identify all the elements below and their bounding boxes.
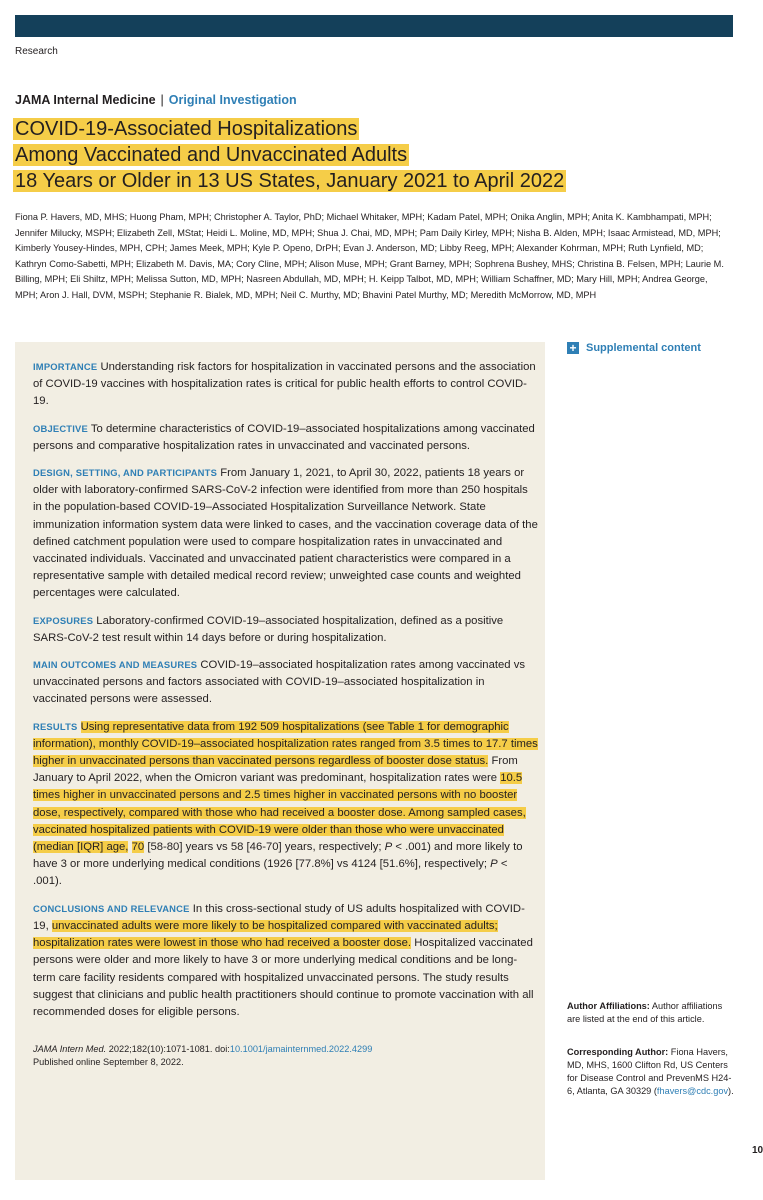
abstract-text: In this cross-sectional study of US adults hospitalized with COVID-19, xyxy=(33,902,525,932)
citation xyxy=(33,1043,538,1069)
journal-header-bar xyxy=(15,15,733,37)
p-value-symbol: P xyxy=(490,858,498,871)
section-label: Research xyxy=(15,46,58,57)
abstract-heading: CONCLUSIONS AND RELEVANCE xyxy=(33,902,190,914)
abstract-text: COVID-19–associated hospitalization rates among vaccinated vs unvaccinated persons and factors associated with COVID-19–associated hospitalization in vaccinated persons were assessed. xyxy=(33,659,526,706)
abstract-heading: EXPOSURES xyxy=(33,614,94,626)
plus-icon: + xyxy=(567,342,579,354)
abstract-text: Laboratory-confirmed COVID-19–associated hospitalization, defined as a positive SARS-CoV-2 test result within 14 days before or during hospitalization. xyxy=(33,614,504,644)
title-line xyxy=(13,168,566,194)
p-value-symbol: P xyxy=(384,841,393,854)
email-close: ). xyxy=(728,1086,734,1096)
page-number: 10 xyxy=(752,1145,763,1156)
highlighted-text: Using representative data from 192 509 hospitalizations (see Table 1 for demographic information), monthly COVID-19–associated hospitalization rates ranged from 3.5 times to 17.7 times higher in unvaccinated persons than vaccinated persons regardless of booster dose status. xyxy=(33,720,538,768)
abstract-heading: RESULTS xyxy=(33,720,78,732)
highlighted-text: 70 xyxy=(131,841,145,854)
corresponding-author xyxy=(567,1046,737,1098)
supplemental-content-link[interactable] xyxy=(567,342,701,354)
abstract-design xyxy=(33,464,538,603)
article-title xyxy=(13,116,566,194)
affiliations-text: Author affiliations are listed at the end of this article. xyxy=(567,1001,723,1024)
published-date: Published online September 8, 2022. xyxy=(33,1057,184,1068)
corresponding-label: Corresponding Author: xyxy=(567,1047,669,1057)
abstract-text: From January 1, 2021, to April 30, 2022, patients 18 years or older with laboratory-confirmed SARS-CoV-2 infection were identified from more than 250 hospitals in the population-based COVID-19–Associated Hospitalization Surveillance Network. State immunization information system data were linked to cases, and the vaccination coverage data of the defined catchment population were used to compare hospitalization rates in unvaccinated and vaccinated individuals. Vaccinated and unvaccinated patient characteristics were compared in a representative sample with detailed medical record review; unweighted case counts and weighted percentages were calculated. xyxy=(33,467,538,600)
abstract-text: To determine characteristics of COVID-19–associated hospitalizations among vaccinated persons and comparative hospitalization rates in unvaccinated and vaccinated persons. xyxy=(33,422,535,452)
title-line-text: Among Vaccinated and Unvaccinated Adults xyxy=(15,144,408,166)
abstract-results xyxy=(33,718,538,891)
corresponding-text: Fiona Havers, MD, MHS, 1600 Clifton Rd, US Centers for Disease Control and PrevenMS H24-6, Atlanta, GA 30329 xyxy=(567,1047,732,1096)
abstract-heading: OBJECTIVE xyxy=(33,422,88,434)
abstract-heading: IMPORTANCE xyxy=(33,361,98,372)
journal-separator: | xyxy=(160,93,164,107)
abstract-importance xyxy=(33,358,538,411)
author-list: Fiona P. Havers, MD, MHS; Huong Pham, MPH; Christopher A. Taylor, PhD; Michael Whitaker, MPH; Kadam Patel, MPH; Onika Anglin, MPH; Anita K. Kambhampati, MPH; Jennifer Milucky, MSPH; Elizabeth Zell, MStat; Heidi L. Moline, MD, MPH; Shua J. Chai, MD, MPH; Pam Daily Kirley, MPH; Nisha B. Alden, MPH; Isaac Armistead, MD, MPH; Kimberly Yousey-Hindes, MPH, CPH; James Meek, MPH; Kyle P. Openo, DrPH; Evan J. Anderson, MD; Libby Reeg, MPH; Alexander Kohrman, MPH; Ruth Lynfield, MD; Kathryn Como-Sabetti, MPH; Elizabeth M. Davis, MA; Cory Cline, MPH; Alison Muse, MPH; Grant Barney, MPH; Sophrena Bushey, MHS; Christina B. Felsen, MPH; Laurie M. Billing, MPH; Eli Shiltz, MPH; Melissa Sutton, MD, MPH; Nasreen Abdullah, MD, MPH; H. Keipp Talbot, MD, MPH; William Schaffner, MD; Mary Hill, MPH; Andrea George, MPH; Aron J. Hall, DVM, MSPH; Stephanie R. Bialek, MD, MPH; Neil C. Murthy, MD; Bhavini Patel Murthy, MD; Meredith McMorrow, MD, MPH xyxy=(15,212,724,300)
journal-name: JAMA Internal Medicine xyxy=(15,93,156,107)
abstract-content xyxy=(33,358,538,1069)
title-line-text: COVID-19-Associated Hospitalizations xyxy=(15,118,358,140)
email-link[interactable]: fhavers@cdc.gov xyxy=(656,1086,729,1096)
abstract-text: < .001). xyxy=(33,858,508,888)
abstract-text: [58-80] years vs 58 [46-70] years, respectively; xyxy=(147,841,382,854)
abstract-text: From January to April 2022, when the Omicron variant was predominant, hospitalization rates were xyxy=(33,755,518,785)
abstract-exposures xyxy=(33,612,538,647)
abstract-outcomes xyxy=(33,656,538,709)
doi-link[interactable]: 10.1001/jamainternmed.2022.4299 xyxy=(229,1044,373,1055)
title-line-text: 18 Years or Older in 13 US States, January 2021 to April 2022 xyxy=(15,170,565,192)
abstract-box xyxy=(15,342,545,1180)
citation-journal: JAMA Intern Med. xyxy=(33,1044,107,1055)
supplemental-label: Supplemental content xyxy=(586,342,701,354)
abstract-text: < .001) and more likely to have 3 or more underlying medical conditions (1926 [77.8%] vs 4124 [51.6%], respectively; xyxy=(33,841,523,871)
email-open: ( xyxy=(653,1086,657,1096)
citation-line xyxy=(33,1043,538,1056)
highlighted-text: unvaccinated adults were more likely to be hospitalized compared with vaccinated adults; hospitalization rates were lowest in those who had received a booster dose. xyxy=(33,919,498,950)
article-type: Original Investigation xyxy=(168,93,297,107)
abstract-heading: DESIGN, SETTING, AND PARTICIPANTS xyxy=(33,467,218,479)
abstract-objective xyxy=(33,420,538,455)
abstract-conclusions xyxy=(33,900,538,1021)
citation-ref: 2022;182(10):1071-1081. doi: xyxy=(108,1044,230,1055)
abstract-text: Hospitalized vaccinated persons were older and more likely to have 3 or more underlying medical conditions and be long-term care facility residents compared with hospitalized unvaccinated persons. The study results suggest that clinicians and public health practitioners should continue to promote vaccination with all recommended doses for eligible persons. xyxy=(33,937,534,1018)
abstract-text: Understanding risk factors for hospitalization in vaccinated persons and the association of COVID-19 vaccines with hospitalization rates is critical for public health efforts to control COVID-19. xyxy=(33,361,536,408)
title-line xyxy=(13,142,566,168)
author-affiliations xyxy=(567,1000,737,1026)
highlighted-text: 10.5 times higher in unvaccinated persons and 2.5 times higher in vaccinated persons with no booster dose, respectively, compared with those who had received a booster dose. Among sampled cases, vaccinated hospitalized patients with COVID-19 were older than those who were unvaccinated (median [IQR] age, xyxy=(33,772,526,854)
journal-line xyxy=(15,93,297,107)
title-line xyxy=(13,116,566,142)
abstract-heading: MAIN OUTCOMES AND MEASURES xyxy=(33,659,198,671)
affiliations-label: Author Affiliations: xyxy=(567,1001,650,1011)
